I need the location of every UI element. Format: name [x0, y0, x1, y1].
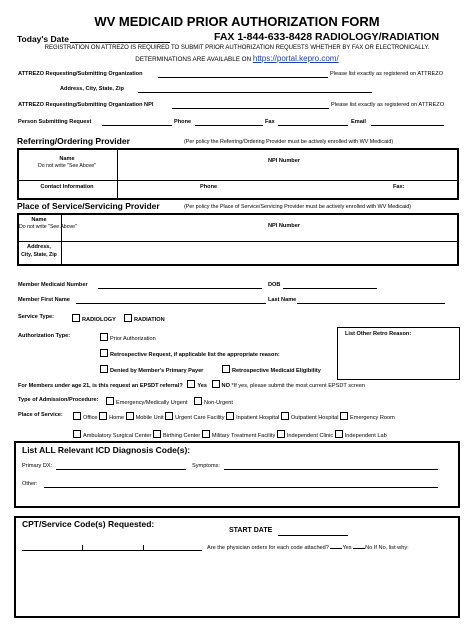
pos-independent-clinic-text: Independent Clinic [286, 433, 334, 439]
pos-inpatient-text: Inpatient Hospital [236, 415, 280, 421]
epsdt-no-checkbox-icon[interactable] [212, 380, 220, 388]
primary-dx-field[interactable] [56, 469, 186, 470]
checkbox-icon [226, 412, 234, 420]
form-title: WV MEDICAID PRIOR AUTHORIZATION FORM [94, 14, 380, 29]
admission-emergency-text: Emergency/Medically Urgent [116, 400, 188, 406]
admission-non-urgent[interactable] [194, 397, 233, 406]
symptoms-label: Symptoms: [192, 463, 220, 469]
epsdt-question-text: For Members under age 21, is this request an EPSDT referral? [18, 383, 183, 389]
checkbox-icon [281, 412, 289, 420]
pos-outpatient[interactable] [281, 415, 339, 421]
pos-row-2 [73, 430, 387, 439]
epsdt-tail-text: *If yes, please submit the most current EPSDT screen [231, 383, 366, 389]
epsdt-question [18, 380, 365, 389]
pos-outpatient-text: Outpatient Hospital [290, 415, 339, 421]
todays-date-label: Today's Date [17, 34, 69, 44]
pos-independent-lab[interactable] [335, 433, 387, 439]
retro-eligibility-option[interactable] [222, 365, 321, 374]
retro-request-text: Retrospective Request, if applicable list the appropriate reason: [110, 352, 280, 358]
orders-yes-blank[interactable] [330, 548, 342, 549]
org-phone-label: Phone [174, 119, 192, 125]
org-npi-label: ATTREZO Requesting/Submitting Organization NPI [18, 102, 154, 108]
pos-birthing[interactable] [153, 433, 200, 439]
primary-dx-label: Primary DX: [22, 463, 53, 469]
org-hint: Please list exactly as registered on ATTREZO [330, 71, 444, 77]
checkbox-icon [165, 412, 173, 420]
other-dx-label: Other: [22, 481, 38, 487]
determinations-line [0, 54, 474, 63]
denied-text: Denied by Member's Primary Payer [110, 368, 204, 374]
org-phone-field[interactable] [195, 125, 263, 126]
pos-emergency-room-text: Emergency Room [350, 415, 395, 421]
cpt-code-field[interactable] [22, 550, 202, 551]
service-type-radiation[interactable] [124, 314, 165, 323]
checkbox-icon [153, 430, 161, 438]
person-field[interactable] [102, 125, 172, 126]
pos-independent-clinic[interactable] [277, 433, 333, 439]
cpt-code-divider-1 [82, 545, 83, 550]
member-medicaid-field[interactable] [98, 288, 262, 289]
org-npi-field[interactable] [172, 108, 329, 109]
checkbox-icon [106, 397, 114, 405]
pos-row-1 [73, 412, 395, 421]
org-fax-label: Fax [265, 119, 275, 125]
referring-fax-label: Fax: [393, 184, 405, 190]
org-address-field[interactable] [138, 92, 372, 93]
checkbox-icon [222, 365, 230, 373]
pos-birthing-text: Birthing Center [162, 433, 201, 439]
portal-link[interactable]: https://portal.kepro.com/ [252, 54, 339, 63]
symptoms-field[interactable] [224, 469, 438, 470]
start-date-field[interactable] [278, 535, 348, 536]
org-fax-field[interactable] [278, 125, 348, 126]
orders-no-text: No [365, 545, 373, 551]
pos-mobile-unit[interactable] [126, 415, 164, 421]
pos-home-text: Home [109, 415, 124, 421]
org-npi-hint: Please list exactly as registered on ATTREZO [331, 102, 445, 108]
checkbox-icon [100, 365, 108, 373]
checkbox-icon [277, 430, 285, 438]
member-dob-label: DOB [268, 282, 281, 288]
admission-non-urgent-text: Non-Urgent [204, 400, 233, 406]
pos-office[interactable] [73, 415, 98, 421]
member-dob-field[interactable] [283, 288, 377, 289]
referring-heading: Referring/Ordering Provider [17, 136, 130, 146]
orders-question-text: Are the physician orders for each code attached? [207, 545, 329, 551]
referring-phone-label: Phone [200, 184, 218, 190]
orders-question [207, 545, 409, 551]
servicing-address-label-1: Address, [27, 244, 51, 250]
pos-mobile-unit-text: Mobile Unit [135, 415, 164, 421]
pos-military-text: Military Treatment Facility [211, 433, 276, 439]
referring-name-hint: Do not write "See Above" [38, 163, 96, 169]
pos-emergency-room[interactable] [340, 415, 395, 421]
epsdt-yes-text: Yes [197, 383, 207, 389]
servicing-name-label: Name [31, 217, 47, 223]
start-date-label: START DATE [229, 527, 273, 534]
org-field[interactable] [158, 77, 328, 78]
checkbox-icon [100, 349, 108, 357]
cpt-heading: CPT/Service Code(s) Requested: [22, 519, 155, 529]
checkbox-icon [202, 430, 210, 438]
servicing-heading: Place of Service/Servicing Provider [17, 201, 160, 211]
servicing-address-label-2: City, State, Zip [21, 252, 57, 258]
service-type-radiology-text: RADIOLOGY [82, 317, 116, 323]
org-email-field[interactable] [371, 125, 444, 126]
pos-ambulatory-text: Ambulatory Surgical Center [83, 433, 152, 439]
retro-request-option[interactable] [100, 349, 280, 358]
pos-military[interactable] [202, 433, 275, 439]
servicing-npi-label: NPI Number [268, 223, 301, 229]
servicing-provider-table [17, 213, 459, 266]
org-label: ATTREZO Requesting/Submitting Organization [18, 71, 143, 77]
member-last-field[interactable] [297, 303, 445, 304]
pos-ambulatory[interactable] [73, 433, 151, 439]
pos-independent-lab-text: Independent Lab [344, 433, 387, 439]
member-last-label: Last Name [268, 297, 297, 303]
referring-contact-label: Contact Information [40, 184, 94, 190]
cpt-code-divider-2 [143, 545, 144, 550]
pos-urgent-care-text: Urgent Care Facility [175, 415, 225, 421]
checkbox-icon [100, 333, 108, 341]
admission-emergency[interactable] [106, 397, 188, 406]
prior-auth-text: Prior Authorization [110, 336, 156, 342]
checkbox-icon [340, 412, 348, 420]
orders-no-blank[interactable] [353, 548, 365, 549]
other-dx-field[interactable] [44, 487, 438, 488]
epsdt-no-text: NO [221, 383, 230, 389]
checkbox-icon [335, 430, 343, 438]
epsdt-yes-checkbox-icon[interactable] [187, 380, 195, 388]
org-email-label: Email [351, 119, 366, 125]
checkbox-icon [73, 430, 81, 438]
servicing-note: (Per policy the Place of Service/Servicing Provider must be actively enrolled with WV Medicaid) [184, 204, 412, 210]
checkbox-icon [73, 412, 81, 420]
member-first-field[interactable] [76, 303, 266, 304]
person-label: Person Submitting Request [18, 119, 92, 125]
referring-npi-label: NPI Number [268, 158, 301, 164]
member-medicaid-label: Member Medicaid Number [18, 282, 88, 288]
service-type-label: Service Type: [18, 314, 54, 320]
denied-primary-payer-option[interactable] [100, 365, 203, 374]
servicing-name-hint: Do not write "See Above" [19, 224, 77, 230]
place-of-service-label: Place of Service: [18, 412, 63, 418]
checkbox-icon [72, 314, 80, 322]
service-type-radiation-text: RADIATION [134, 317, 165, 323]
orders-if-no-text: If No, list why: [373, 545, 409, 551]
org-address-label: Address, City, State, Zip [60, 86, 124, 92]
admission-label: Type of Admission/Procedure: [18, 397, 99, 403]
pos-home[interactable] [99, 415, 124, 421]
todays-date-field[interactable] [70, 42, 170, 43]
registration-notice: REGISTRATION ON ATTREZO IS REQUIRED TO SUBMIT PRIOR AUTHORIZATION REQUESTS WHETHER BY FAX OR ELECTRONICALLY. [44, 45, 430, 51]
checkbox-icon [126, 412, 134, 420]
retro-reason-label: List Other Retro Reason: [345, 331, 412, 337]
determinations-text: DETERMINATIONS ARE AVAILABLE ON [135, 56, 252, 63]
fax-line: FAX 1-844-633-8428 RADIOLOGY/RADIATION [214, 31, 440, 43]
referring-name-label: Name [59, 156, 75, 162]
pos-office-text: Office [83, 415, 98, 421]
retro-eligibility-text: Retrospective Medicaid Eligibility [232, 368, 321, 374]
service-type-radiology[interactable] [72, 314, 116, 323]
icd-heading: List ALL Relevant ICD Diagnosis Code(s): [22, 445, 191, 455]
referring-note: (Per policy the Referring/Ordering Provider must be actively enrolled with WV Medicaid) [184, 139, 394, 145]
prior-auth-option[interactable] [100, 333, 156, 342]
checkbox-icon [99, 412, 107, 420]
auth-type-label: Authorization Type: [18, 333, 71, 339]
pos-urgent-care[interactable] [165, 415, 224, 421]
member-first-label: Member First Name [18, 297, 70, 303]
pos-inpatient[interactable] [226, 415, 279, 421]
checkbox-icon [124, 314, 132, 322]
orders-yes-text: Yes [342, 545, 352, 551]
checkbox-icon [194, 397, 202, 405]
